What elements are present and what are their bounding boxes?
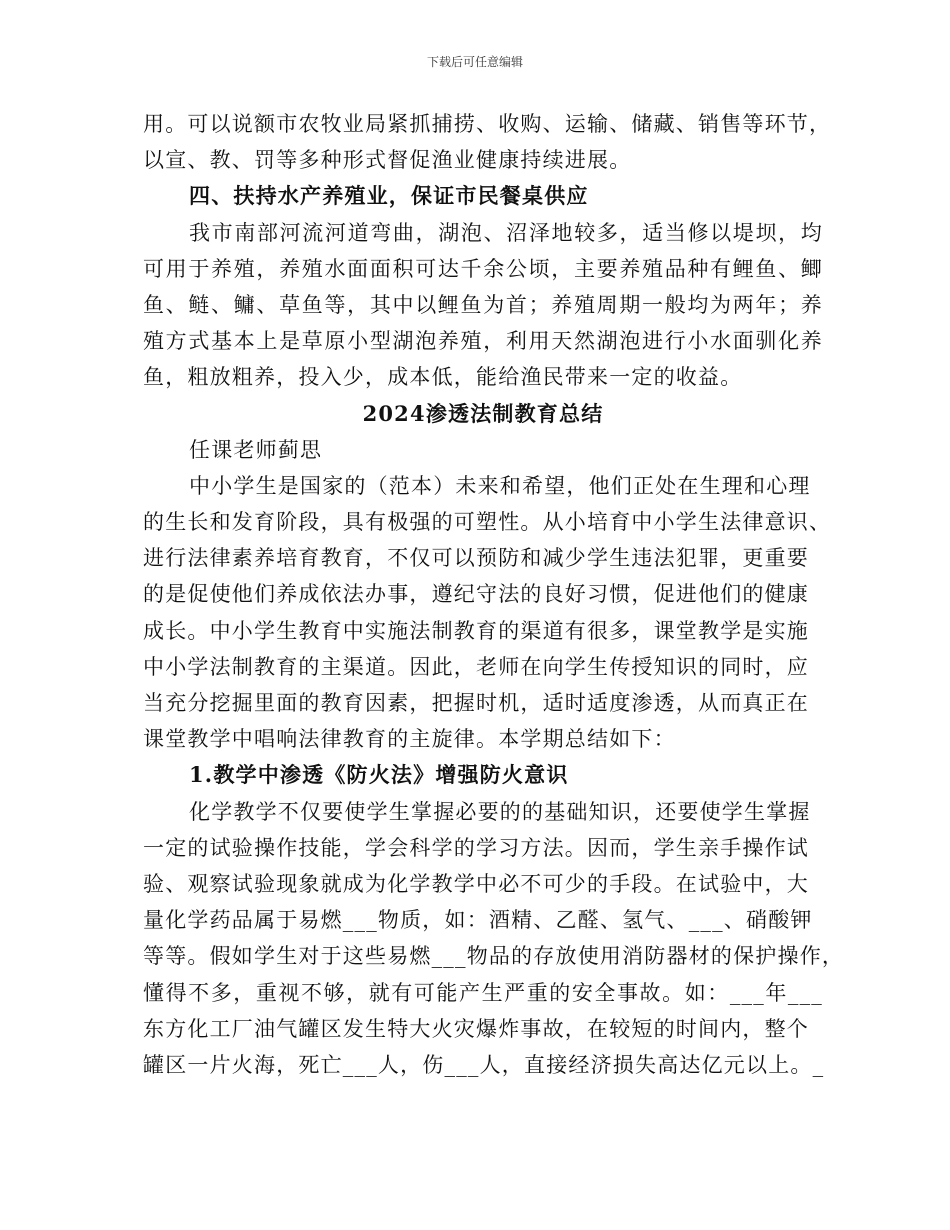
text-line: 课堂教学中唱响法律教育的主旋律。本学期总结如下： bbox=[143, 727, 676, 752]
text-line: 验、观察试验现象就成为化学教学中必不可少的手段。在试验中，大 bbox=[143, 871, 809, 896]
document-title: 2024渗透法制教育总结 bbox=[362, 400, 604, 426]
text-line: 懂得不多，重视不够，就有可能产生严重的安全事故。如：___年___ bbox=[143, 980, 823, 1005]
document-body bbox=[143, 106, 845, 1083]
text-line: 用。可以说额市农牧业局紧抓捕捞、收购、运输、储藏、销售等环节， bbox=[143, 112, 832, 136]
text-line: 东方化工厂油气罐区发生特大火灾爆炸事故，在较短的时间内，整个 bbox=[143, 1016, 809, 1041]
text-line: 的是促使他们养成依法办事，遵纪守法的良好习惯，促进他们的健康 bbox=[143, 582, 809, 607]
text-line: 成长。中小学生教育中实施法制教育的渠道有很多，课堂教学是实施 bbox=[143, 618, 809, 643]
text-line: 化学教学不仅要使学生掌握必要的的基础知识，还要使学生掌握 bbox=[189, 799, 811, 824]
section-heading: 四、扶持水产养殖业，保证市民餐桌供应 bbox=[189, 183, 589, 209]
text-line: 以宣、教、罚等多种形式督促渔业健康持续进展。 bbox=[143, 148, 632, 173]
section-heading: 1.教学中渗透《防火法》增强防火意识 bbox=[189, 762, 569, 788]
text-line: 殖方式基本上是草原小型湖泡养殖，利用天然湖泡进行小水面驯化养 bbox=[143, 329, 823, 354]
page-header: 下载后可任意编辑 bbox=[426, 55, 523, 69]
text-line: 任课老师蓟思 bbox=[189, 437, 323, 462]
text-line: 等等。假如学生对于这些易燃___物品的存放使用消防器材的保护操作， bbox=[143, 944, 845, 969]
text-line: 罐区一片火海，死亡___人，伤___人，直接经济损失高达亿元以上。_ bbox=[143, 1052, 825, 1077]
text-line: 当充分挖掘里面的教育因素，把握时机，适时适度渗透，从而真正在 bbox=[143, 691, 809, 715]
text-line: 中小学法制教育的主渠道。因此，老师在向学生传授知识的同时，应 bbox=[143, 654, 809, 679]
text-line: 我市南部河流河道弯曲，湖泡、沼泽地较多，适当修以堤坝，均 bbox=[189, 220, 823, 245]
text-line: 鱼、鲢、鳙、草鱼等，其中以鲤鱼为首；养殖周期一般均为两年；养 bbox=[143, 292, 823, 317]
text-line: 中小学生是国家的（范本）未来和希望，他们正处在生理和心理 bbox=[189, 473, 811, 498]
text-line: 进行法律素养培育教育，不仅可以预防和减少学生违法犯罪，更重要 bbox=[143, 546, 809, 571]
text-line: 一定的试验操作技能，学会科学的学习方法。因而，学生亲手操作试 bbox=[143, 835, 809, 860]
text-line: 可用于养殖，养殖水面面积可达千余公顷，主要养殖品种有鲤鱼、鲫 bbox=[143, 256, 823, 281]
text-line: 鱼，粗放粗养，投入少，成本低，能给渔民带来一定的收益。 bbox=[143, 365, 743, 390]
text-line: 的生长和发育阶段，具有极强的可塑性。从小培育中小学生法律意识、 bbox=[143, 510, 832, 535]
text-line: 量化学药品属于易燃___物质，如：酒精、乙醛、氢气、___、硝酸钾 bbox=[143, 908, 813, 933]
